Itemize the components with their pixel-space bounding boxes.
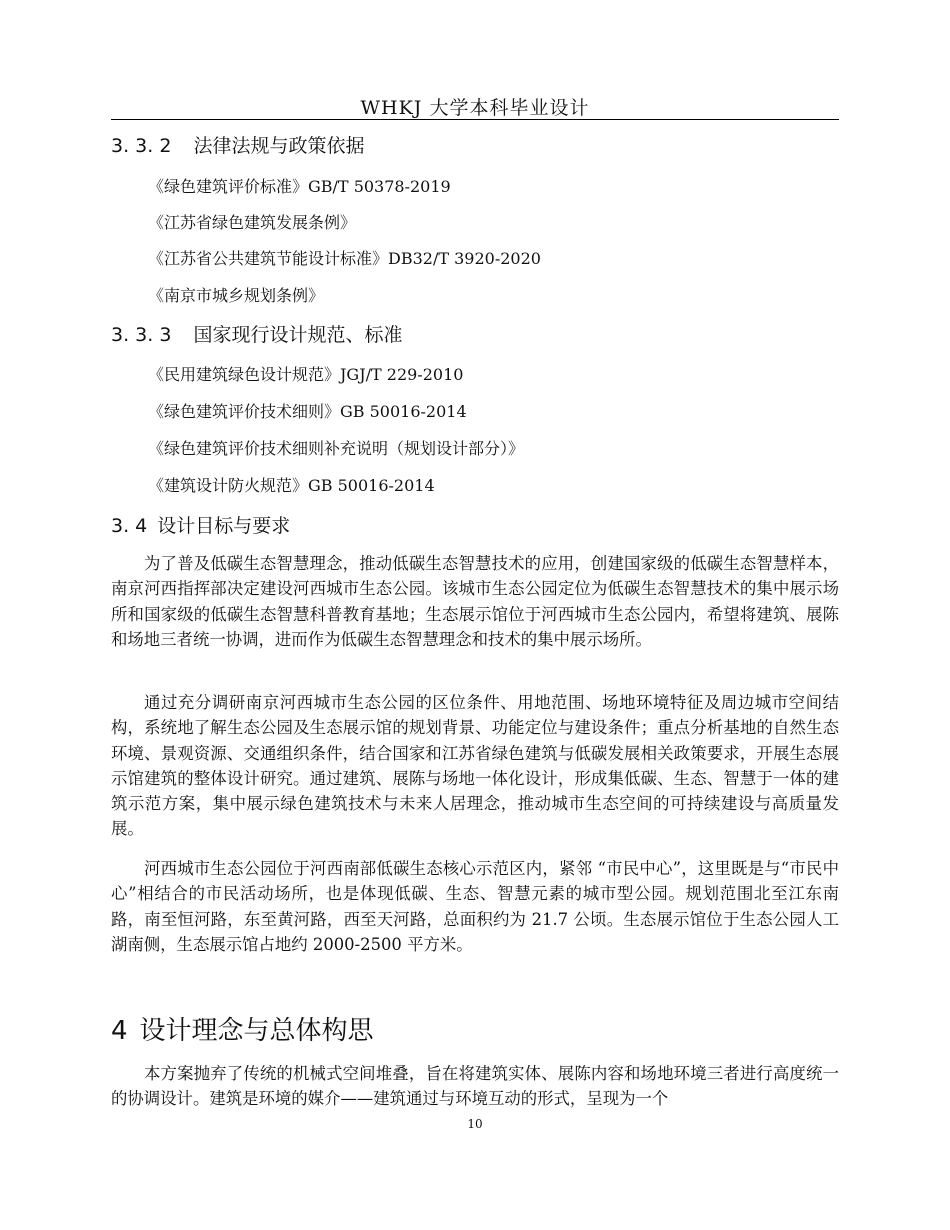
section-title: 设计目标与要求 bbox=[157, 515, 291, 537]
reference-item: 《建筑设计防火规范》GB 50016-2014 bbox=[148, 476, 435, 495]
section-title: 国家现行设计规范、标准 bbox=[193, 324, 403, 346]
section-title: 法律法规与政策依据 bbox=[193, 135, 365, 157]
section-heading-3-4 bbox=[111, 511, 290, 538]
reference-item: 《民用建筑绿色设计规范》JGJ/T 229-2010 bbox=[148, 365, 464, 384]
reference-item: 《绿色建筑评价标准》GB/T 50378-2019 bbox=[148, 177, 451, 196]
chapter-number: 4 bbox=[111, 1016, 128, 1046]
page-number: 10 bbox=[467, 1117, 483, 1131]
section-number: 3. 3. 3 bbox=[111, 324, 172, 346]
section-number: 3. 4 bbox=[111, 515, 148, 537]
reference-item: 《江苏省公共建筑节能设计标准》DB32/T 3920-2020 bbox=[148, 249, 541, 268]
body-paragraph: 为了普及低碳生态智慧理念，推动低碳生态智慧技术的应用，创建国家级的低碳生态智慧样本，南京河西指挥部决定建设河西城市生态公园。该城市生态公园定位为低碳生态智慧技术的集中展示场所和国家级的低碳生态智慧科普教育基地；生态展示馆位于河西城市生态公园内，希望将建筑、展陈和场地三者统一协调，进而作为低碳生态智慧理念和技术的集中展示场所。 bbox=[111, 554, 839, 649]
reference-item: 《绿色建筑评价技术细则补充说明（规划设计部分）》 bbox=[148, 439, 525, 458]
section-heading-3-3-3 bbox=[111, 320, 402, 347]
header-rule bbox=[111, 119, 839, 120]
body-paragraph: 通过充分调研南京河西城市生态公园的区位条件、用地范围、场地环境特征及周边城市空间结构，系统地了解生态公园及生态展示馆的规划背景、功能定位与建设条件；重点分析基地的自然生态环境、景观资源、交通组织条件，结合国家和江苏省绿色建筑与低碳发展相关政策要求，开展生态展示馆建筑的整体设计研究。通过建筑、展陈与场地一体化设计，形成集低碳、生态、智慧于一体的建筑示范方案，集中展示绿色建筑技术与未来人居理念，推动城市生态空间的可持续建设与高质量发展。 bbox=[111, 693, 839, 839]
reference-item: 《南京市城乡规划条例》 bbox=[148, 286, 325, 305]
page-header-title: WHKJ 大学本科毕业设计 bbox=[360, 97, 590, 119]
reference-item: 《绿色建筑评价技术细则》GB 50016-2014 bbox=[148, 402, 467, 421]
section-heading-3-3-2 bbox=[111, 131, 364, 158]
body-paragraph: 本方案抛弃了传统的机械式空间堆叠，旨在将建筑实体、展陈内容和场地环境三者进行高度统一的协调设计。建筑是环境的媒介——建筑通过与环境互动的形式，呈现为一个 bbox=[111, 1064, 839, 1109]
chapter-heading-4 bbox=[111, 1010, 374, 1047]
reference-item: 《江苏省绿色建筑发展条例》 bbox=[148, 213, 357, 232]
section-number: 3. 3. 2 bbox=[111, 135, 172, 157]
chapter-title: 设计理念与总体构思 bbox=[139, 1016, 374, 1046]
body-paragraph: 河西城市生态公园位于河西南部低碳生态核心示范区内，紧邻 “市民中心”，这里既是与“市民中心”相结合的市民活动场所，也是体现低碳、生态、智慧元素的城市型公园。规划范围北至江东南路，南至恒河路，东至黄河路，西至天河路，总面积约为 21.7 公顷。生态展示馆位于生态公园人工湖南侧，生态展示馆占地约 2000-2500 平方米。 bbox=[111, 859, 839, 954]
